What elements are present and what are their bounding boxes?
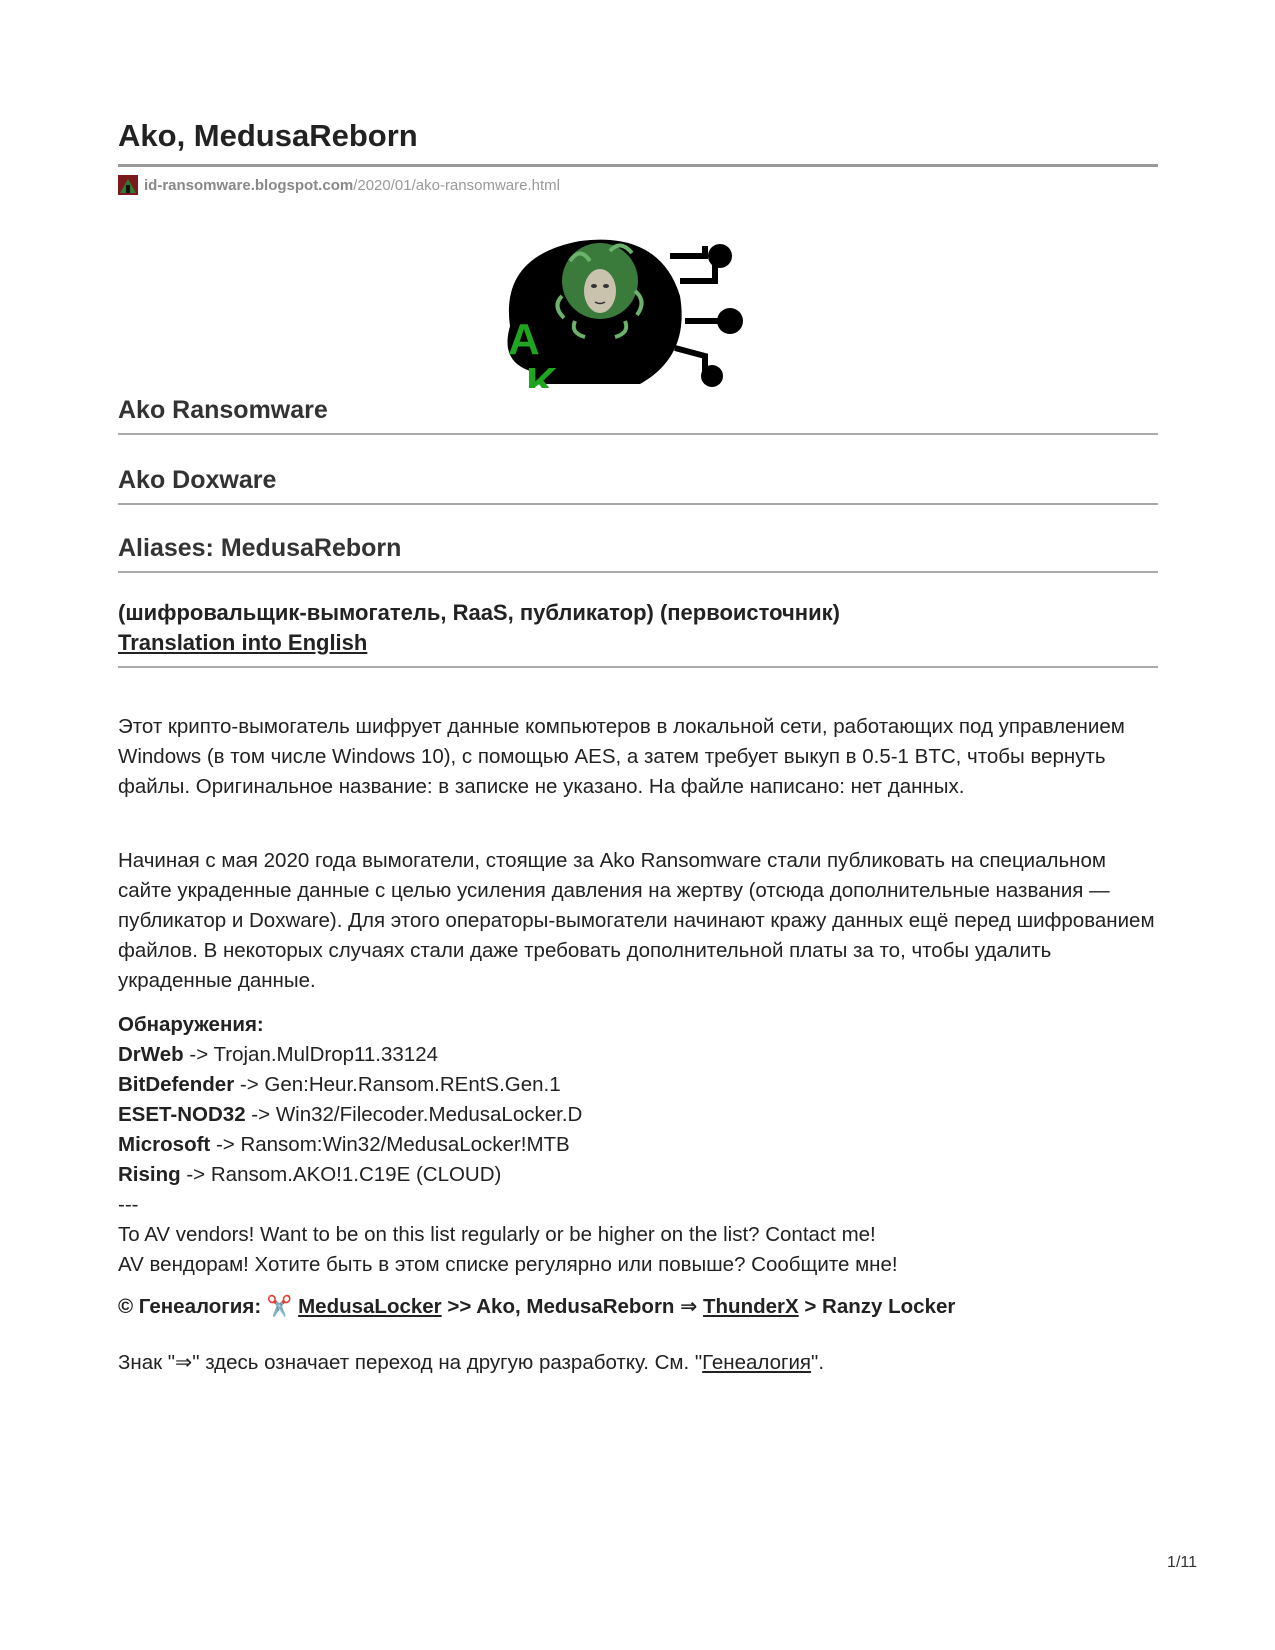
svg-text:K: K — [526, 359, 558, 388]
page-title: Ako, MedusaReborn — [118, 118, 1158, 167]
detection-row: Rising -> Ransom.AKO!1.C19E (CLOUD) — [118, 1163, 502, 1186]
subtitle-block — [118, 598, 1158, 668]
scissors-icon: ✂️ — [266, 1295, 293, 1318]
detection-row: BitDefender -> Gen:Heur.Ransom.REntS.Gen.1 — [118, 1073, 561, 1096]
genealogy-link[interactable]: Генеалогия — [702, 1351, 812, 1374]
blog-favicon-icon — [118, 175, 138, 195]
svg-text:A: A — [508, 315, 540, 364]
translation-link[interactable]: Translation into English — [118, 630, 368, 655]
paragraph-doxware: Начиная с мая 2020 года вымогатели, стоящие за Ako Ransomware стали публиковать на специальном сайте украденные данные с целью усиления давления на жертву (отсюда дополнительные названия — публикатор и Doxware). Для этого операторы-вымогатели начинают кражу данных ещё перед шифрованием файлов. В некоторых случаях стали даже требовать дополнительной платы за то, чтобы удалить украденные данные. — [118, 849, 1155, 992]
source-host-link[interactable]: id-ransomware.blogspot.com — [144, 176, 354, 194]
genealogy-line: © Генеалогия: ✂️ MedusaLocker >> Ako, MedusaReborn ⇒ ThunderX > Ranzy Locker — [118, 1295, 956, 1318]
sign-note: Знак "⇒" здесь означает переход на другую разработку. См. "Генеалогия". — [118, 1351, 825, 1374]
heading-ako-doxware: Ako Doxware — [118, 466, 1158, 505]
document-page — [118, 118, 1158, 1374]
page-number: 1/11 — [1167, 1554, 1197, 1571]
detection-row: Microsoft -> Ransom:Win32/MedusaLocker!MTB — [118, 1133, 570, 1156]
av-vendors-note-en: To AV vendors! Want to be on this list regularly or be higher on the list? Contact me! — [118, 1223, 876, 1246]
detections-block — [118, 1010, 1158, 1280]
detection-row: DrWeb -> Trojan.MulDrop11.33124 — [118, 1043, 439, 1066]
heading-ako-ransomware: Ako Ransomware — [118, 396, 1158, 435]
source-line — [118, 175, 1158, 195]
detections-separator: --- — [118, 1193, 139, 1216]
thunderx-link[interactable]: ThunderX — [703, 1295, 799, 1318]
detection-row: ESET-NOD32 -> Win32/Filecoder.MedusaLocker.D — [118, 1103, 583, 1126]
detections-heading: Обнаружения: — [118, 1013, 264, 1036]
paragraph-description: Этот крипто-вымогатель шифрует данные компьютеров в локальной сети, работающих под управлением Windows (в том числе Windows 10), с помощью AES, а затем требует выкуп в 0.5-1 BTC, чтобы вернуть файлы. Оригинальное название: в записке не указано. На файле написано: нет данных. — [118, 715, 1125, 798]
medusalocker-link[interactable]: MedusaLocker — [298, 1295, 442, 1318]
source-path: /2020/01/ako-ransomware.html — [353, 176, 560, 194]
medusa-logo-icon — [490, 236, 760, 388]
heading-aliases: Aliases: MedusaReborn — [118, 534, 1158, 573]
av-vendors-note-ru: AV вендорам! Хотите быть в этом списке регулярно или повыше? Сообщите мне! — [118, 1253, 898, 1276]
subtitle-text: (шифровальщик-вымогатель, RaaS, публикатор) (первоисточник) — [118, 600, 840, 625]
